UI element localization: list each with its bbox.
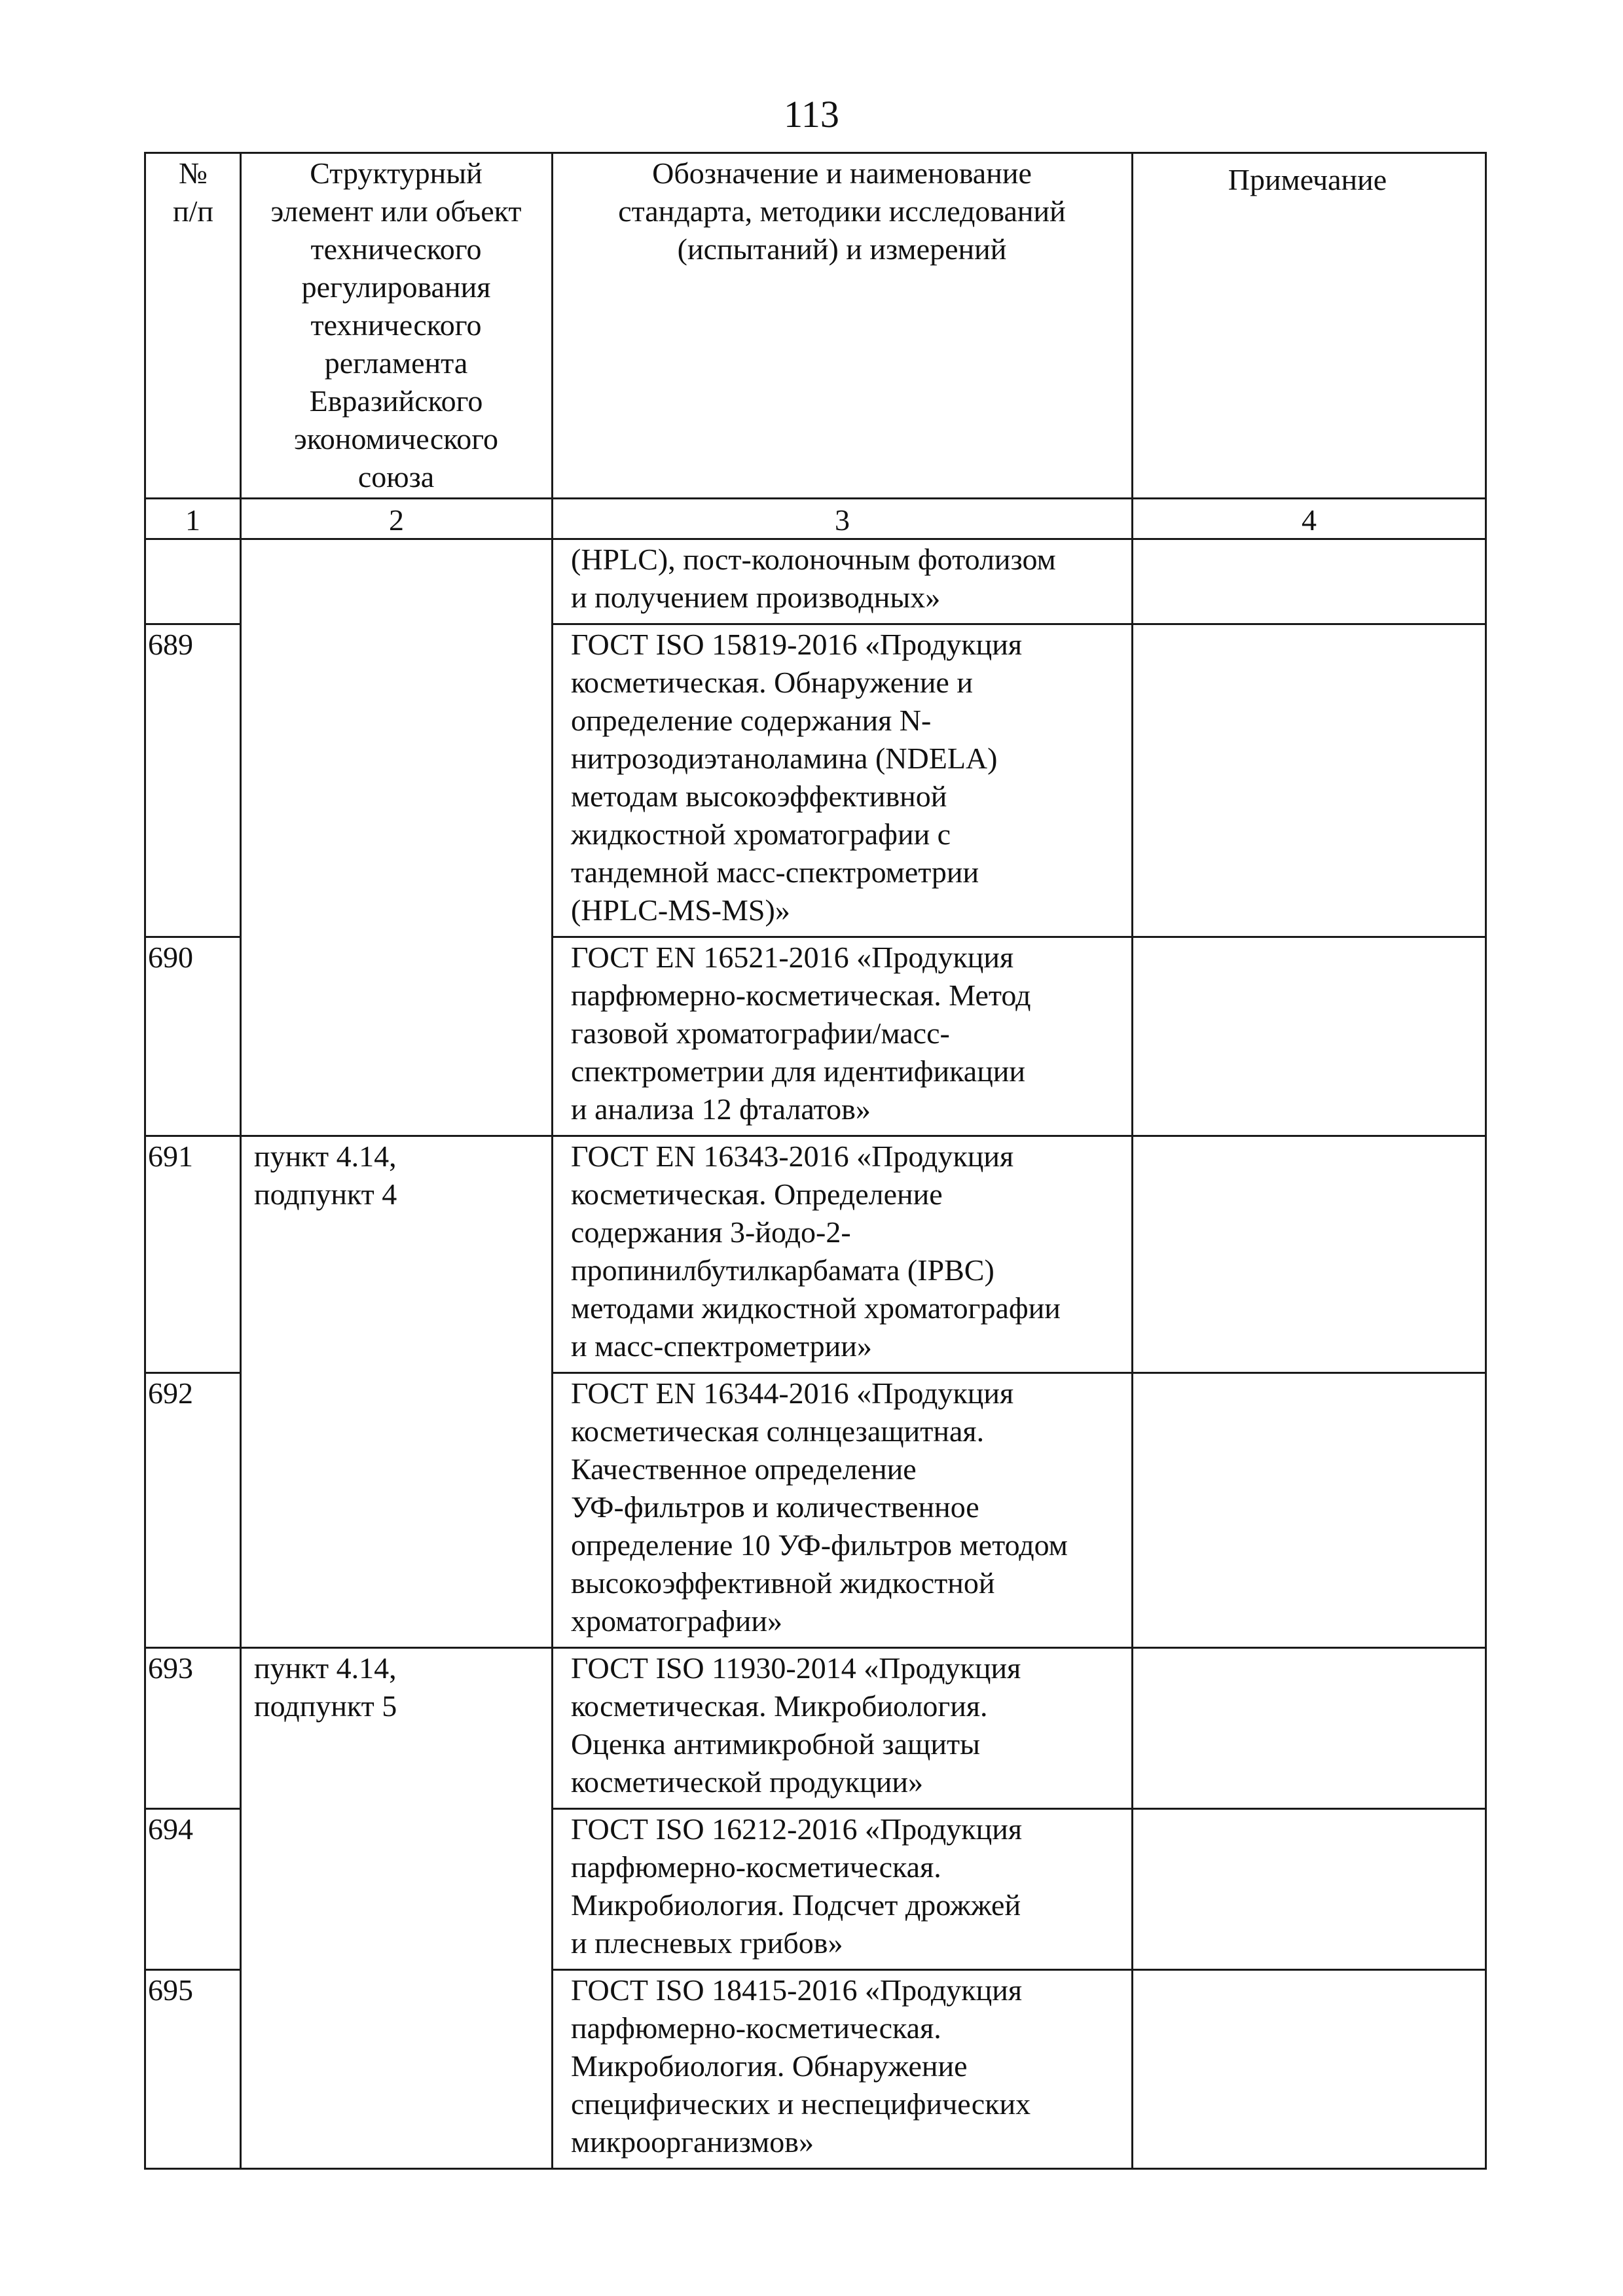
row-standard-line: ГОСТ EN 16343-2016 «Продукция [571,1139,1014,1173]
row-separator-number [144,1647,242,1649]
header-element-line-1: Структурный [310,156,483,190]
row-separator-standard [551,1135,1487,1137]
row-number: 691 [148,1139,193,1173]
row-separator-number [144,1969,242,1971]
row-separator-number [144,1808,242,1810]
column-border-3 [1131,152,1133,2170]
row-standard-line: высокоэффективной жидкостной [571,1566,995,1600]
header-element-line-7: Евразийского [309,384,483,418]
header-number-line-2: п/п [172,194,213,228]
row-standard-line: и получением производных» [571,581,941,614]
row-separator-number [144,1372,242,1374]
row-separator-standard [551,1808,1487,1810]
row-standard-line: ГОСТ ISO 11930-2014 «Продукция [571,1651,1021,1685]
row-standard-line: нитрозодиэтаноламина (NDELA) [571,742,998,775]
row-standard-line: и анализа 12 фталатов» [571,1092,871,1126]
table-bottom-border [144,2168,1487,2170]
row-standard-line: парфюмерно-косметическая. Метод [571,978,1031,1012]
row-standard-line: пропинилбутилкарбамата (IPBC) [571,1253,994,1287]
row-separator-element [240,1135,553,1137]
row-element-line: подпункт 5 [254,1689,397,1723]
row-separator-number [144,1135,242,1137]
header-number-column [148,154,238,230]
row-standard-line: УФ-фильтров и количественное [571,1490,979,1524]
header-element-line-4: регулирования [301,270,491,304]
row-standard-line: методам высокоэффективной [571,780,947,813]
row-number: 689 [148,628,193,661]
header-element-line-5: технического [310,308,482,342]
column-border-4 [1485,152,1487,2170]
row-standard-line: методами жидкостной хроматографии [571,1291,1061,1325]
header-standard-line-1: Обозначение и наименование [652,156,1032,190]
row-standard-line: парфюмерно-косметическая. [571,1850,941,1884]
row-standard-line: Качественное определение [571,1452,917,1486]
row-standard-line: косметическая солнцезащитная. [571,1414,985,1448]
row-standard-line: микроорганизмов» [571,2125,814,2159]
row-standard-line: специфических и неспецифических [571,2087,1031,2121]
page-number: 113 [784,93,839,135]
header-element-line-2: элемент или объект [270,194,522,228]
row-standard-line: спектрометрии для идентификации [571,1054,1026,1088]
row-standard-line: косметическая. Обнаружение и [571,666,973,699]
row-standard-line: жидкостной хроматографии с [571,817,951,851]
row-standard-line: определение содержания N- [571,704,932,737]
row-standard-line: определение 10 УФ-фильтров методом [571,1528,1068,1562]
header-bottom-border [144,497,1487,499]
row-standard-line: ГОСТ ISO 15819-2016 «Продукция [571,628,1022,661]
row-standard-line: Микробиология. Подсчет дрожжей [571,1888,1021,1922]
row-standard-line: ГОСТ EN 16521-2016 «Продукция [571,941,1014,974]
row-standard-line: Оценка антимикробной защиты [571,1727,981,1761]
header-standard-line-3: (испытаний) и измерений [677,232,1007,266]
header-number-line-1: № [179,156,208,190]
row-standard-line: косметической продукции» [571,1765,923,1799]
row-separator-standard [551,1969,1487,1971]
header-element-line-6: регламента [324,346,468,380]
row-separator-element [240,1647,553,1649]
row-number: 695 [148,1973,193,2007]
header-element-column [242,154,550,496]
row-number: 690 [148,941,193,974]
row-standard-line: содержания 3-йодо-2- [571,1215,851,1249]
row-separator-number [144,623,242,625]
row-number: 694 [148,1812,193,1846]
row-number: 693 [148,1651,193,1685]
column-number-4: 4 [1302,503,1317,537]
row-standard-line: ГОСТ ISO 18415-2016 «Продукция [571,1973,1022,2007]
row-element-line: подпункт 4 [254,1177,397,1211]
column-border-1 [240,152,242,2170]
row-number: 692 [148,1376,193,1410]
header-standard-column [554,154,1130,268]
row-separator-number [144,936,242,938]
row-element-line: пункт 4.14, [254,1651,397,1685]
row-standard-line: ГОСТ ISO 16212-2016 «Продукция [571,1812,1022,1846]
row-standard-line: и плесневых грибов» [571,1926,843,1960]
column-number-1: 1 [185,503,200,537]
row-standard-line: косметическая. Микробиология. [571,1689,988,1723]
row-separator-standard [551,936,1487,938]
row-separator-standard [551,1647,1487,1649]
row-element-line: пункт 4.14, [254,1139,397,1173]
column-number-2: 2 [389,503,404,537]
row-standard-line: (HPLC), пост-колоночным фотолизом [571,543,1056,576]
header-standard-line-2: стандарта, методики исследований [618,194,1066,228]
row-standard-line: и масс-спектрометрии» [571,1329,872,1363]
row-standard-line: Микробиология. Обнаружение [571,2049,968,2083]
row-standard-line: парфюмерно-косметическая. [571,2011,941,2045]
header-element-line-9: союза [357,460,435,493]
row-separator-standard [551,623,1487,625]
row-standard-line: тандемной масс-спектрометрии [571,855,979,889]
column-border-2 [551,152,553,2170]
row-standard-line: ГОСТ EN 16344-2016 «Продукция [571,1376,1014,1410]
header-element-line-3: технического [310,232,482,266]
column-number-3: 3 [835,503,850,537]
row-separator-standard [551,1372,1487,1374]
table-top-border [144,152,1487,154]
column-border-0 [144,152,146,2170]
row-standard-line: хроматографии» [571,1604,782,1638]
row-standard-line: (HPLC-MS-MS)» [571,893,790,927]
row-standard-line: газовой хроматографии/масс- [571,1016,950,1050]
header-element-line-8: экономического [293,422,499,456]
header-note-column: Примечание [1228,163,1387,196]
row-standard-line: косметическая. Определение [571,1177,943,1211]
